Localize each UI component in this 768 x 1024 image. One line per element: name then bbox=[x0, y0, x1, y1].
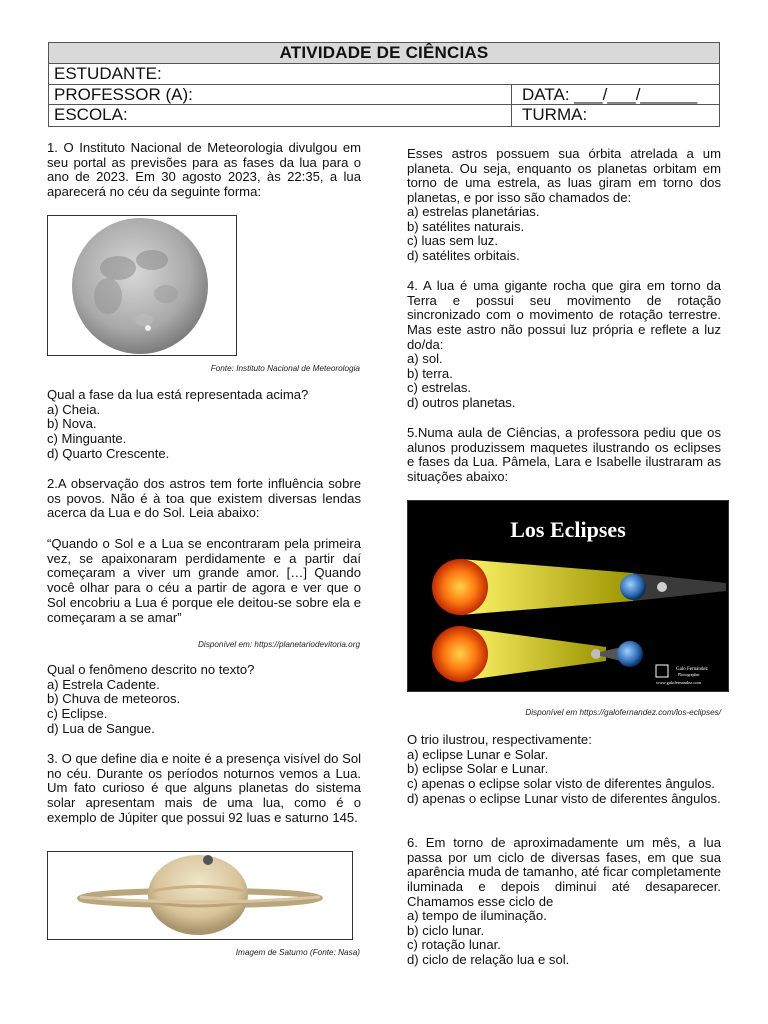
worksheet-title: ATIVIDADE DE CIÊNCIAS bbox=[49, 43, 719, 64]
question-3-text bbox=[47, 752, 361, 826]
question-5-text bbox=[407, 426, 721, 485]
question-6-prompt: Em torno de aproximadamente um mês, a lua passa por um ciclo de diversas fases, em que sua aparência muda de tamanho, até ficar completamente iluminada e depois diminui até desaparecer. Chamamos esse ciclo de bbox=[407, 835, 721, 909]
question-4-option-a[interactable]: a) sol. bbox=[407, 351, 443, 366]
question-1-number: 1. bbox=[47, 140, 58, 155]
question-3-option-a[interactable]: a) estrelas planetárias. bbox=[407, 204, 540, 219]
question-5-caption: Disponível em https://galofernandez.com/los-eclipses/ bbox=[525, 708, 721, 717]
question-1-option-c[interactable]: c) Minguante. bbox=[47, 431, 127, 447]
question-3-option-c[interactable]: c) luas sem luz. bbox=[407, 233, 498, 249]
question-2-option-c[interactable]: c) Eclipse. bbox=[47, 706, 108, 722]
question-1-option-a[interactable]: a) Cheia. bbox=[47, 401, 101, 417]
question-2-number: 2. bbox=[47, 476, 58, 491]
question-5-options bbox=[407, 733, 721, 807]
eclipse-image-title: Los Eclipses bbox=[510, 517, 626, 542]
moon-image bbox=[47, 215, 237, 356]
question-4-options bbox=[407, 352, 721, 411]
question-2-prompt: A observação dos astros tem forte influência sobre os povos. Não é à toa que existem diversas lendas acerca da Lua e do Sol. Leia abaixo: bbox=[47, 476, 361, 521]
question-5-option-d[interactable]: d) apenas o eclipse Lunar visto de diferentes ângulos. bbox=[407, 790, 721, 806]
eclipse-image-credit-name: Galo Fernández bbox=[676, 667, 708, 672]
question-1-prompt: O Instituto Nacional de Meteorologia divulgou em seu portal as previsões para as fases da lua para o ano de 2023. Em 30 agosto 2023, às 22:35, a lua aparecerá no céu da seguinte forma: bbox=[47, 140, 362, 200]
question-2-quote: “Quando o Sol e a Lua se encontraram pela primeira vez, se apaixonaram perdidamente e a partir daí começaram a viver um grande amor. […] Quando você olhar para o céu a partir de agora e ver que o Sol encobriu a Lua é porque ele deitou-se sobre ela e começaram a se amar” bbox=[47, 536, 361, 625]
question-1-text bbox=[47, 141, 361, 200]
question-5-option-a[interactable]: a) eclipse Lunar e Solar. bbox=[407, 746, 549, 762]
question-3-number: 3. bbox=[47, 751, 58, 766]
question-2-option-d[interactable]: d) Lua de Sangue. bbox=[47, 720, 155, 736]
question-1-caption: Fonte: Instituto Nacional de Meteorologia bbox=[210, 364, 360, 373]
question-4-option-c[interactable]: c) estrelas. bbox=[407, 380, 472, 396]
student-label: ESTUDANTE: bbox=[54, 64, 162, 83]
question-1-question: Qual a fase da lua está representada acima? bbox=[47, 387, 309, 402]
question-5-number: 5. bbox=[407, 425, 418, 440]
full-moon-icon bbox=[48, 216, 237, 356]
class-cell bbox=[511, 105, 721, 126]
question-5-option-c[interactable]: c) apenas o eclipse solar visto de diferentes ângulos. bbox=[407, 776, 715, 792]
date-cell bbox=[511, 85, 721, 105]
question-6-text bbox=[407, 836, 721, 910]
question-3-prompt: O que define dia e noite é a presença visível do Sol no céu. Durante os períodos noturnos vemos a Lua. Um fato curioso é que alguns planetas do sistema solar apresentam mais de uma lua, como é o exemplo de Júpiter que possui 92 luas e saturno 145. bbox=[47, 751, 362, 825]
question-6-options bbox=[407, 909, 721, 968]
question-5-prompt: Numa aula de Ciências, a professora pediu que os alunos produzissem maquetes ilustrando os eclipses e fases da Lua. Pâmela, Lara e Isabelle ilustraram as situações abaixo: bbox=[407, 425, 721, 485]
saturn-image bbox=[47, 851, 353, 940]
teacher-label: PROFESSOR (A): bbox=[54, 84, 193, 104]
question-3-caption: Imagem de Saturno (Fonte: Nasa) bbox=[235, 948, 360, 957]
question-6-option-b[interactable]: b) ciclo lunar. bbox=[407, 922, 485, 938]
question-2-option-a[interactable]: a) Estrela Cadente. bbox=[47, 676, 160, 692]
question-4-text bbox=[407, 279, 721, 353]
question-1-options bbox=[47, 388, 361, 462]
question-1-option-b[interactable]: b) Nova. bbox=[47, 416, 97, 432]
school-label: ESCOLA: bbox=[54, 105, 128, 124]
question-6-option-c[interactable]: c) rotação lunar. bbox=[407, 937, 501, 953]
question-3-options bbox=[407, 205, 721, 264]
question-4-number: 4. bbox=[407, 278, 418, 293]
saturn-icon bbox=[48, 852, 353, 940]
question-6-number: 6. bbox=[407, 835, 418, 850]
eclipse-image bbox=[407, 500, 729, 692]
worksheet-header bbox=[48, 42, 720, 127]
question-4-prompt: A lua é uma gigante rocha que gira em torno da Terra e possui seu movimento de rotação sincronizado com o movimento de rotação terrestre. Mas este astro não possui luz própria e reflete a luz do/da: bbox=[407, 278, 721, 352]
student-row bbox=[49, 64, 719, 85]
question-4-option-d[interactable]: d) outros planetas. bbox=[407, 395, 516, 411]
question-2-option-b[interactable]: b) Chuva de meteoros. bbox=[47, 691, 181, 707]
question-3-continuation: Esses astros possuem sua órbita atrelada a um planeta. Ou seja, enquanto os planetas orbitam em torno de uma estrela, as luas giram em torno dos planetas, e por isso são chamados de: bbox=[407, 146, 721, 206]
eclipse-image-credit-role: Photographer bbox=[678, 672, 700, 677]
question-2-question: Qual o fenômeno descrito no texto? bbox=[47, 662, 255, 677]
question-2-text bbox=[47, 477, 361, 521]
class-label: TURMA: bbox=[522, 105, 588, 124]
question-3-option-d[interactable]: d) satélites orbitais. bbox=[407, 248, 520, 264]
date-label: DATA: ___/___/______ bbox=[522, 84, 698, 104]
question-6-option-d[interactable]: d) ciclo de relação lua e sol. bbox=[407, 952, 570, 968]
question-6-option-a[interactable]: a) tempo de iluminação. bbox=[407, 908, 547, 923]
question-5-question: O trio ilustrou, respectivamente: bbox=[407, 732, 592, 747]
teacher-row bbox=[49, 85, 719, 106]
eclipse-image-credit-url: www.galofernandez.com bbox=[656, 680, 701, 685]
question-5-option-b[interactable]: b) eclipse Solar e Lunar. bbox=[407, 761, 549, 777]
question-1-option-d[interactable]: d) Quarto Crescente. bbox=[47, 445, 170, 461]
eclipse-diagram-icon bbox=[408, 501, 729, 692]
question-2-caption: Disponível em: https://planetariodevitoria.org bbox=[197, 640, 360, 649]
question-3-option-b[interactable]: b) satélites naturais. bbox=[407, 218, 525, 234]
question-4-option-b[interactable]: b) terra. bbox=[407, 365, 453, 381]
question-2-options bbox=[47, 663, 361, 737]
school-row bbox=[49, 105, 719, 126]
